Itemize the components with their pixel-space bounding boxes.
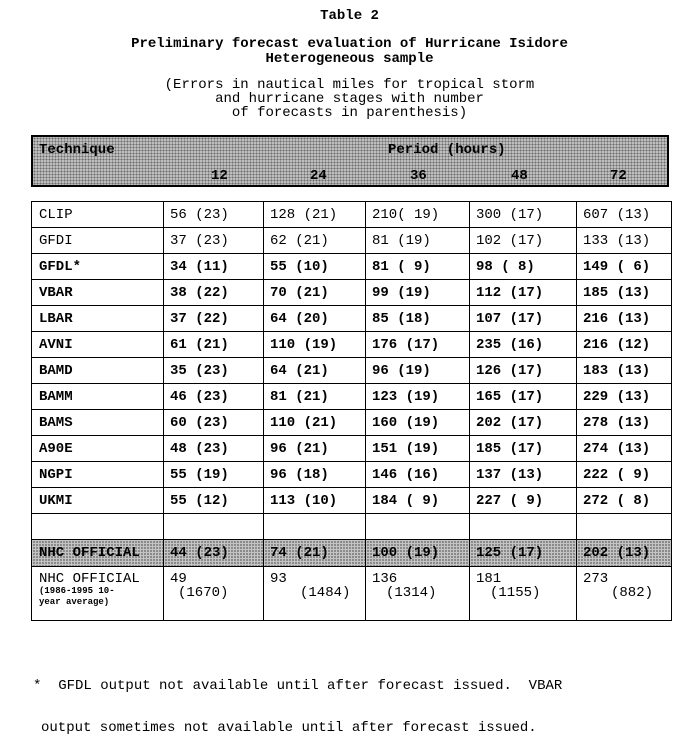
error-cell: 37 (23): [164, 228, 264, 254]
error-cell: 34 (11): [164, 254, 264, 280]
error-cell: 98 ( 8): [470, 254, 577, 280]
technique-cell: BAMD: [32, 358, 164, 384]
error-cell: 100 (19): [366, 540, 470, 567]
error-cell: 183 (13): [577, 358, 672, 384]
technique-cell: VBAR: [32, 280, 164, 306]
average-count: (1314): [386, 585, 437, 601]
error-cell: 185 (17): [470, 436, 577, 462]
technique-cell: CLIP: [32, 202, 164, 228]
error-cell: 274 (13): [577, 436, 672, 462]
error-cell: 38 (22): [164, 280, 264, 306]
technique-cell: BAMM: [32, 384, 164, 410]
error-cell: 64 (20): [264, 306, 366, 332]
error-cell: 102 (17): [470, 228, 577, 254]
error-cell: 48 (23): [164, 436, 264, 462]
footnote: [33, 651, 562, 749]
official-row: [32, 540, 672, 567]
blank-row: [32, 514, 672, 540]
error-cell: 70 (21): [264, 280, 366, 306]
technique-cell: GFDI: [32, 228, 164, 254]
error-cell: 227 ( 9): [470, 488, 577, 514]
error-cell: 81 (21): [264, 384, 366, 410]
table-header: [31, 135, 669, 187]
error-cell: 210( 19): [366, 202, 470, 228]
forecast-error-table: [31, 201, 672, 621]
average-value: 136: [372, 571, 398, 587]
footnote-line: * GFDL output not available until after forecast issued. VBAR: [33, 678, 563, 694]
table-row: [32, 358, 672, 384]
average-row: [32, 567, 672, 621]
table-row: [32, 228, 672, 254]
table-row: [32, 306, 672, 332]
error-cell: 216 (13): [577, 306, 672, 332]
note-line: of forecasts in parenthesis): [231, 105, 468, 121]
error-cell: 46 (23): [164, 384, 264, 410]
average-cell: [164, 567, 264, 621]
error-cell: 607 (13): [577, 202, 672, 228]
error-cell: 62 (21): [264, 228, 366, 254]
error-cell: 184 ( 9): [366, 488, 470, 514]
note-line: and hurricane stages with number: [215, 91, 484, 107]
error-cell: 125 (17): [470, 540, 577, 567]
error-cell: 81 ( 9): [366, 254, 470, 280]
average-cell: [470, 567, 577, 621]
error-cell: 160 (19): [366, 410, 470, 436]
error-cell: 44 (23): [164, 540, 264, 567]
technique-cell: AVNI: [32, 332, 164, 358]
error-cell: 202 (17): [470, 410, 577, 436]
empty-cell: [577, 514, 672, 540]
table-note: [0, 78, 699, 120]
note-line: (Errors in nautical miles for tropical storm: [164, 77, 535, 93]
average-value: 273: [583, 571, 609, 587]
error-cell: 202 (13): [577, 540, 672, 567]
table-number: Table 2: [320, 8, 379, 24]
technique-cell: LBAR: [32, 306, 164, 332]
period-header: Period (hours): [388, 142, 506, 158]
error-cell: 126 (17): [470, 358, 577, 384]
error-cell: 113 (10): [264, 488, 366, 514]
error-cell: 35 (23): [164, 358, 264, 384]
hour-header: 48: [511, 168, 528, 184]
table-row: [32, 462, 672, 488]
empty-cell: [264, 514, 366, 540]
technique-cell: [32, 567, 164, 621]
error-cell: 300 (17): [470, 202, 577, 228]
empty-cell: [164, 514, 264, 540]
table-row: [32, 436, 672, 462]
error-cell: 137 (13): [470, 462, 577, 488]
error-cell: 99 (19): [366, 280, 470, 306]
average-sublabel: year average): [39, 597, 110, 607]
average-count: (1155): [490, 585, 541, 601]
average-label: NHC OFFICIAL: [39, 571, 140, 587]
empty-cell: [366, 514, 470, 540]
error-cell: 96 (21): [264, 436, 366, 462]
table-title: [0, 37, 699, 67]
error-cell: 272 ( 8): [577, 488, 672, 514]
average-cell: [264, 567, 366, 621]
technique-cell: NHC OFFICIAL: [32, 540, 164, 567]
average-cell: [577, 567, 672, 621]
error-cell: 146 (16): [366, 462, 470, 488]
error-cell: 85 (18): [366, 306, 470, 332]
error-cell: 56 (23): [164, 202, 264, 228]
error-cell: 149 ( 6): [577, 254, 672, 280]
error-cell: 74 (21): [264, 540, 366, 567]
average-value: 49: [170, 571, 187, 587]
error-cell: 229 (13): [577, 384, 672, 410]
error-cell: 107 (17): [470, 306, 577, 332]
error-cell: 222 ( 9): [577, 462, 672, 488]
table-row: [32, 488, 672, 514]
error-cell: 96 (19): [366, 358, 470, 384]
technique-cell: BAMS: [32, 410, 164, 436]
error-cell: 278 (13): [577, 410, 672, 436]
error-cell: 235 (16): [470, 332, 577, 358]
error-cell: 55 (10): [264, 254, 366, 280]
error-cell: 165 (17): [470, 384, 577, 410]
error-cell: 123 (19): [366, 384, 470, 410]
hour-header: 24: [310, 168, 327, 184]
error-cell: 110 (21): [264, 410, 366, 436]
error-cell: 96 (18): [264, 462, 366, 488]
error-cell: 185 (13): [577, 280, 672, 306]
error-cell: 133 (13): [577, 228, 672, 254]
error-cell: 61 (21): [164, 332, 264, 358]
empty-cell: [32, 514, 164, 540]
error-cell: 64 (21): [264, 358, 366, 384]
error-cell: 176 (17): [366, 332, 470, 358]
table-row: [32, 254, 672, 280]
error-cell: 55 (12): [164, 488, 264, 514]
average-count: (1484): [300, 585, 351, 601]
error-cell: 128 (21): [264, 202, 366, 228]
table-row: [32, 202, 672, 228]
hour-header: 36: [410, 168, 427, 184]
hour-header: 72: [610, 168, 627, 184]
technique-cell: NGPI: [32, 462, 164, 488]
table-row: [32, 332, 672, 358]
technique-header: Technique: [39, 142, 115, 158]
table-row: [32, 384, 672, 410]
title-line: Heterogeneous sample: [265, 51, 434, 67]
technique-cell: UKMI: [32, 488, 164, 514]
hour-header: 12: [211, 168, 228, 184]
average-value: 181: [476, 571, 502, 587]
technique-cell: GFDL*: [32, 254, 164, 280]
table-row: [32, 280, 672, 306]
average-value: 93: [270, 571, 287, 587]
error-cell: 60 (23): [164, 410, 264, 436]
average-cell: [366, 567, 470, 621]
average-count: (882): [611, 585, 654, 601]
error-cell: 151 (19): [366, 436, 470, 462]
technique-cell: A90E: [32, 436, 164, 462]
average-sublabel: (1986-1995 10-: [39, 586, 115, 596]
footnote-line: output sometimes not available until after forecast issued.: [41, 720, 537, 736]
error-cell: 37 (22): [164, 306, 264, 332]
title-line: Preliminary forecast evaluation of Hurricane Isidore: [131, 36, 568, 52]
error-cell: 112 (17): [470, 280, 577, 306]
error-cell: 110 (19): [264, 332, 366, 358]
error-cell: 55 (19): [164, 462, 264, 488]
empty-cell: [470, 514, 577, 540]
average-count: (1670): [178, 585, 229, 601]
error-cell: 216 (12): [577, 332, 672, 358]
table-row: [32, 410, 672, 436]
error-cell: 81 (19): [366, 228, 470, 254]
